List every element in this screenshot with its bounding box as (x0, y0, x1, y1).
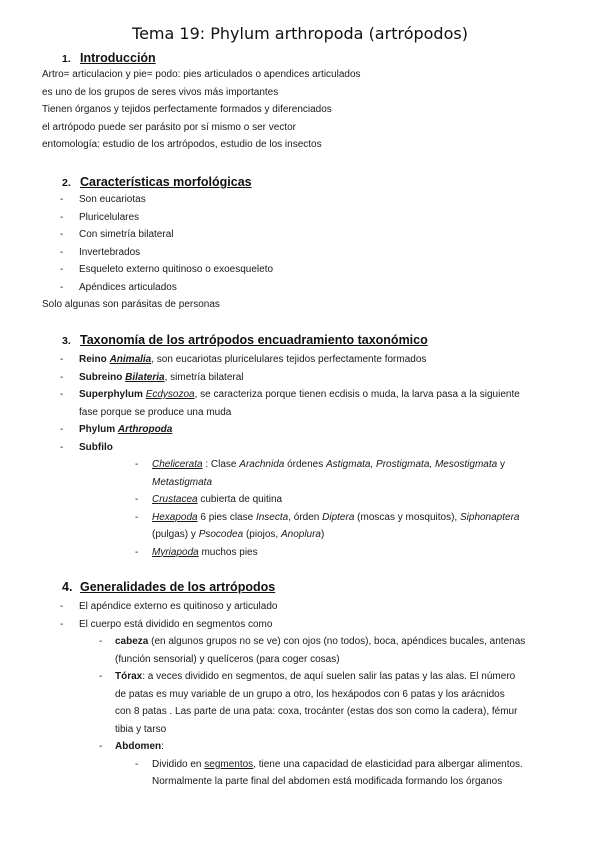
section-3-title: Taxonomía de los artrópodos encuadramiento taxonómico (80, 333, 428, 347)
taxonomy-subreino: - Subreino Bilateria, simetría bilateral (60, 371, 244, 383)
segment-torax-cont: con 8 patas . Las parte de una pata: coxa, trocánter (estas dos son como la cadera), fémur (115, 706, 518, 717)
subfilo-crustacea: - Crustacea cubierta de quitina (135, 494, 283, 505)
section-2-body (42, 191, 562, 314)
section-4-title: Generalidades de los artrópodos (80, 580, 276, 594)
section-1-title: Introducción (80, 51, 156, 65)
section-3-heading (62, 331, 428, 350)
intro-line: entomología: estudio de los artrópodos, estudio de los insectos (42, 139, 322, 150)
segment-cabeza: - cabeza (en algunos grupos no se ve) con ojos (no todos), boca, apéndices bucales, antenas (99, 636, 526, 647)
segment-abdomen: - Abdomen: (99, 741, 164, 752)
list-item: - Con simetría bilateral (60, 229, 174, 240)
list-item: - El apéndice externo es quitinoso y articulado (60, 601, 278, 612)
segment-torax-cont: de patas es muy variable de un grupo a otro, los hexápodos con 6 patas y los arácnidos (115, 688, 505, 700)
segment-torax: - Tórax: a veces dividido en segmentos, de aquí suelen salir las patas y las alas. El número (99, 671, 516, 682)
section-1-number: 1. (62, 53, 71, 65)
section-4-heading (62, 578, 275, 596)
list-item: - Esqueleto externo quitinoso o exoesqueleto (60, 264, 274, 275)
subfilo-myriapoda: - Myriapoda muchos pies (135, 546, 258, 558)
section-3-number: 3. (62, 335, 71, 347)
list-item: - Pluricelulares (60, 211, 140, 223)
section-2-number: 2. (62, 177, 71, 189)
section-2-heading (62, 173, 252, 192)
abdomen-detail: - Dividido en segmentos, tiene una capacidad de elasticidad para albergar alimentos. (135, 758, 523, 770)
list-item: - Son eucariotas (60, 194, 146, 205)
taxonomy-reino: - Reino Animalia, son eucariotas pluricelulares tejidos perfectamente formados (60, 354, 427, 365)
intro-line: Tienen órganos y tejidos perfectamente formados y diferenciados (42, 104, 332, 115)
list-item: - Invertebrados (60, 246, 141, 258)
taxonomy-superphylum: - Superphylum Ecdysozoa, se caracteriza porque tienen ecdisis o muda, la larva pasa a la siguiente (60, 389, 520, 400)
segment-cabeza-cont: (función sensorial) y quelíceros (para coger cosas) (115, 653, 340, 665)
taxonomy-subfilo: - Subfilo (60, 441, 113, 453)
subfilo-chelicerata: - Chelicerata : Clase Arachnida órdenes Astigmata, Prostigmata, Mesostigmata y (135, 459, 505, 470)
section-2-note: Solo algunas son parásitas de personas (42, 299, 220, 310)
taxonomy-superphylum-cont: fase porque se produce una muda (79, 406, 232, 418)
section-1-body (42, 66, 562, 154)
intro-line: es uno de los grupos de seres vivos más importantes (42, 86, 279, 98)
subfilo-hexapoda: - Hexapoda 6 pies clase Insecta, órden Diptera (moscas y mosquitos), Siphonaptera (135, 511, 520, 523)
abdomen-detail-cont: Normalmente la parte final del abdomen está modificada formando los órganos (152, 776, 503, 787)
section-4-number: 4. (62, 580, 73, 594)
taxonomy-phylum: - Phylum Arthropoda (60, 424, 173, 435)
segment-torax-cont: tibia y tarso (115, 723, 167, 735)
section-2-title: Características morfológicas (80, 175, 252, 189)
subfilo-hexapoda-cont: (pulgas) y Psocodea (piojos, Anoplura) (152, 529, 325, 540)
subfilo-chelicerata-cont: Metastigmata (152, 476, 213, 488)
intro-line: el artrópodo puede ser parásito por sí mismo o ser vector (42, 121, 297, 133)
list-item: - El cuerpo está dividido en segmentos como (60, 618, 273, 630)
section-3-body (42, 351, 562, 561)
list-item: - Apéndices articulados (60, 281, 177, 293)
section-4-body (42, 598, 572, 791)
intro-line: Artro= articulacion y pie= podo: pies articulados o apendices articulados (42, 69, 361, 80)
page-title: Tema 19: Phylum arthropoda (artrópodos) (132, 24, 468, 43)
